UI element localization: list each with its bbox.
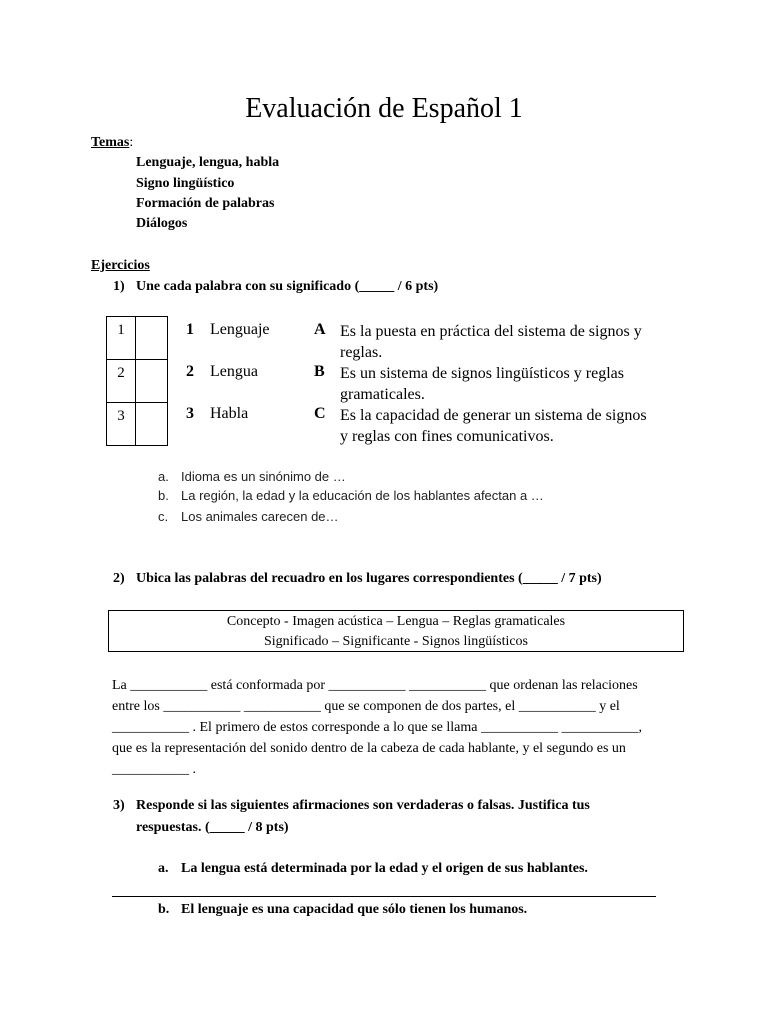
- temas-item: Signo lingüístico: [136, 176, 235, 191]
- temas-item: Diálogos: [136, 216, 188, 231]
- q1-prompt: Une cada palabra con su significado (_____ / 6 pts): [136, 279, 439, 294]
- temas-heading: [91, 135, 133, 151]
- subitem-text: La región, la edad y la educación de los hablantes afectan a …: [181, 488, 544, 503]
- grid-number: 3: [107, 403, 136, 445]
- word-bank-line: Significado – Significante - Signos lingüísticos: [263, 634, 529, 649]
- def-letter: A: [314, 321, 326, 338]
- fill-in-paragraph: [112, 675, 672, 780]
- term-word: Habla: [210, 405, 249, 422]
- answer-grid: [106, 316, 168, 446]
- definition-line: Es la puesta en práctica del sistema de signos y: [340, 323, 642, 340]
- q3-item-text: El lenguaje es una capacidad que sólo tienen los humanos.: [181, 902, 528, 917]
- term-word: Lenguaje: [210, 321, 270, 338]
- q3-prompt-line: Responde si las siguientes afirmaciones son verdaderas o falsas. Justifica tus: [136, 798, 590, 813]
- definition: [340, 405, 647, 447]
- q3-prompt-line: respuestas. (_____ / 8 pts): [136, 820, 289, 835]
- definition-line: reglas.: [340, 344, 383, 361]
- definition: [340, 321, 642, 363]
- grid-number: 2: [107, 360, 136, 402]
- grid-row: [107, 317, 167, 360]
- definition-line: y reglas con fines comunicativos.: [340, 428, 554, 445]
- ejercicios-heading: Ejercicios: [91, 258, 150, 273]
- term-number: 3: [186, 405, 194, 422]
- definition-line: Es un sistema de signos lingüísticos y reglas: [340, 365, 624, 382]
- def-letter: B: [314, 363, 325, 380]
- q3-number: 3): [113, 798, 125, 813]
- definition-line: gramaticales.: [340, 386, 425, 403]
- paragraph-line: La ___________ está conformada por ___________ ___________ que ordenan las relaciones: [112, 678, 638, 693]
- definition-line: Es la capacidad de generar un sistema de signos: [340, 407, 647, 424]
- q3-item-letter: b.: [158, 902, 170, 917]
- q3-item-text: La lengua está determinada por la edad y el origen de sus hablantes.: [181, 861, 588, 876]
- answer-box[interactable]: [137, 317, 167, 359]
- paragraph-line: entre los ___________ ___________ que se componen de dos partes, el ___________ y el: [112, 699, 620, 714]
- word-bank-box: [108, 610, 684, 652]
- temas-label: Temas: [91, 135, 130, 150]
- q3-item-letter: a.: [158, 861, 169, 876]
- answer-box[interactable]: [137, 360, 167, 402]
- word-bank-line: Concepto - Imagen acústica – Lengua – Reglas gramaticales: [226, 614, 566, 629]
- subitem-letter: a.: [158, 469, 169, 484]
- definition: [340, 363, 624, 405]
- q2-prompt: Ubica las palabras del recuadro en los lugares correspondientes (_____ / 7 pts): [136, 571, 602, 586]
- q2-number: 2): [113, 571, 125, 586]
- term-number: 2: [186, 363, 194, 380]
- subitem-letter: c.: [158, 509, 169, 524]
- def-letter: C: [314, 405, 326, 422]
- paragraph-line: ___________ .: [112, 762, 196, 777]
- q1-number: 1): [113, 279, 125, 294]
- grid-row: [107, 403, 167, 445]
- temas-colon: :: [129, 135, 134, 150]
- temas-item: Formación de palabras: [136, 196, 275, 211]
- page-title: Evaluación de Español 1: [245, 93, 523, 124]
- paragraph-line: ___________ . El primero de estos corresponde a lo que se llama ___________ ___________,: [112, 720, 642, 735]
- subitem-text: Idioma es un sinónimo de …: [181, 469, 346, 484]
- term-number: 1: [186, 321, 194, 338]
- term-word: Lengua: [210, 363, 258, 380]
- temas-item: Lenguaje, lengua, habla: [136, 155, 280, 170]
- answer-line[interactable]: [112, 896, 656, 897]
- subitem-letter: b.: [158, 488, 169, 503]
- grid-row: [107, 360, 167, 403]
- answer-box[interactable]: [137, 403, 167, 445]
- paragraph-line: que es la representación del sonido dentro de la cabeza de cada hablante, y el segundo es un: [112, 741, 626, 756]
- grid-number: 1: [107, 317, 136, 359]
- subitem-text: Los animales carecen de…: [181, 509, 339, 524]
